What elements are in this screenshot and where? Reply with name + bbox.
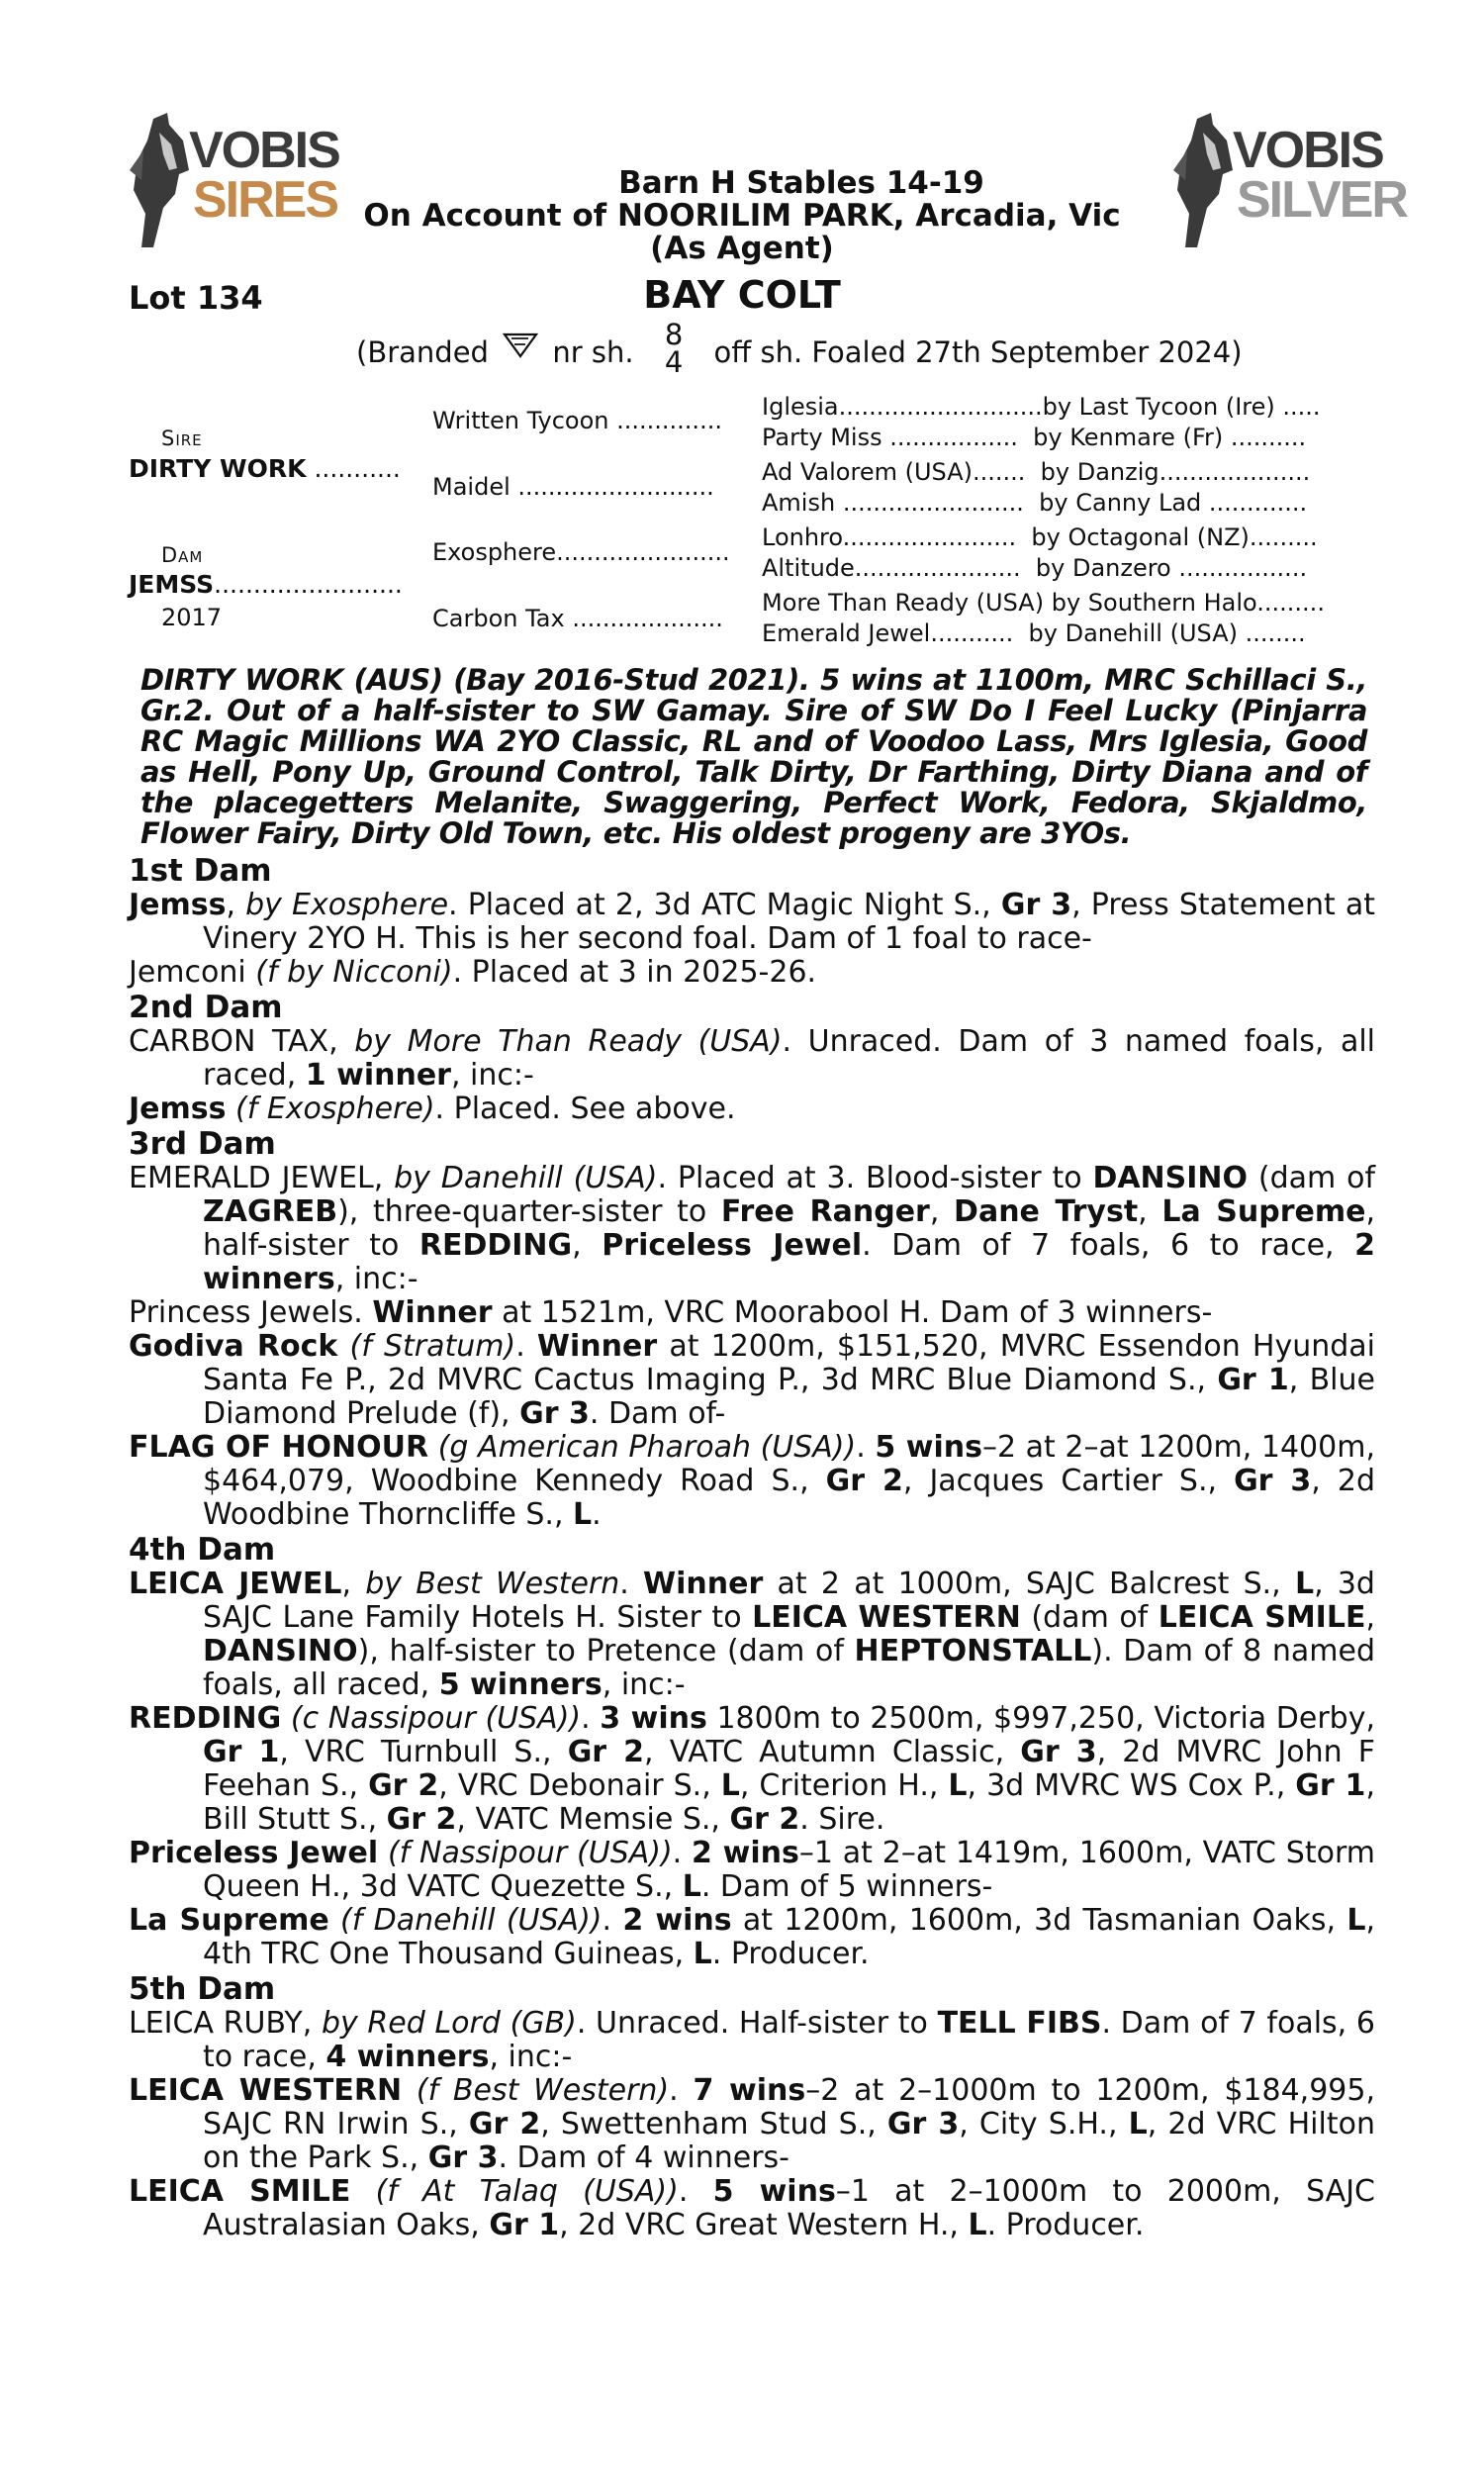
entry-text: , 3d SAJC Lane Family Hotels H. Sister to [203, 1567, 1375, 1635]
gen3-item: Amish ........................ by Canny Lad ............. [762, 489, 1308, 517]
entry-text: , 2d VRC Hilton on the Park S., [203, 2107, 1375, 2175]
entry-text: (dam of [1020, 1600, 1159, 1635]
entry-text: , inc:- [334, 1262, 418, 1296]
family-history [129, 853, 1375, 2242]
gen3-name: Emerald Jewel [762, 619, 931, 647]
sire-name: DIRTY WORK ........... [129, 454, 401, 483]
entry-text: TELL FIBS [937, 2006, 1102, 2041]
gen2-name: Maidel [432, 473, 510, 501]
entry-text: ), three-quarter-sister to [337, 1194, 721, 1229]
entry-text [337, 1329, 349, 1364]
entry-text: at 1200m, $151,520, MVRC Essendon Hyundai Santa Fe P., 2d MVRC Cactus Imaging P., 3d MRC Blue Diamond S., [203, 1329, 1376, 1397]
entry-text: (g American Pharoah (USA)) [437, 1430, 857, 1465]
entry-text: , inc:- [450, 1058, 534, 1093]
entry-text: 2 wins [692, 1836, 799, 1870]
entry-text: by Exosphere [245, 888, 449, 922]
entry-text: . [669, 2073, 694, 2108]
progeny-entry [129, 1431, 1375, 1532]
entry-text: (f Danehill (USA)) [340, 1903, 603, 1938]
entry-text: . [581, 1701, 601, 1736]
logo-word-top: VOBIS [1233, 122, 1383, 179]
entry-text: LEICA JEWEL [129, 1567, 342, 1601]
entry-text: (f Stratum) [349, 1329, 516, 1364]
entry-text: LEICA SMILE [1158, 1600, 1366, 1635]
entry-text: REDDING [129, 1701, 282, 1736]
entry-text: –2 at 2–at 1200m, 1400m, $464,079, Woodbine Kennedy Road S., [203, 1430, 1375, 1498]
entry-text: . [672, 1836, 693, 1870]
entry-text: , [226, 888, 246, 922]
entry-text: by Red Lord (GB) [321, 2006, 577, 2041]
entry-text: CARBON TAX, [129, 1024, 355, 1059]
entry-text: L [1294, 1567, 1315, 1601]
entry-text: . [515, 1329, 537, 1364]
progeny-entry [129, 1904, 1375, 1971]
section-heading: 3rd Dam [129, 1126, 276, 1162]
entry-text: 5 wins [712, 2174, 836, 2209]
entry-text: , 4th TRC One Thousand Guineas, [203, 1903, 1376, 1971]
gen3-sire: by Kenmare (Fr) [1033, 424, 1224, 451]
gen3-item: Lonhro....................... by Octagonal (NZ)......... [762, 523, 1318, 551]
gen3-sire: by Danehill (USA) [1028, 619, 1238, 647]
gen3-sire: by Last Tycoon (Ire) [1042, 393, 1275, 421]
entry-text [281, 1701, 291, 1736]
entry-text: , [1365, 1600, 1376, 1635]
entry-text: . [602, 1903, 623, 1938]
entry-text [402, 2073, 417, 2108]
entry-text: Gr 2 [386, 1802, 457, 1837]
entry-text: , 2d VRC Great Western H., [559, 2208, 969, 2242]
brand-prefix: (Branded [356, 335, 489, 369]
entry-text: REDDING [418, 1228, 573, 1263]
entry-text: Gr 3 [519, 1396, 590, 1431]
entry-text: at 2 at 1000m, SAJC Balcrest S., [763, 1567, 1295, 1601]
entry-text: . Placed at 3 in 2025-26. [452, 955, 817, 990]
entry-text: (f Nassipour (USA)) [387, 1836, 673, 1870]
progeny-entry [129, 1093, 1375, 1126]
entry-text: 3 wins [600, 1701, 707, 1736]
entry-text: LEICA RUBY, [129, 2006, 322, 2041]
entry-text: LEICA WESTERN [129, 2073, 403, 2108]
entry-text: . [619, 1567, 644, 1601]
gen3-name: Party Miss [762, 424, 882, 451]
entry-text: 7 wins [693, 2073, 806, 2108]
vendor-account: On Account of NOORILIM PARK, Arcadia, Vic [363, 198, 1121, 234]
progeny-entry [129, 1702, 1375, 1837]
sire-value: DIRTY WORK [129, 454, 307, 483]
gen2-item: Exosphere....................... [432, 538, 730, 566]
entry-text: L [1346, 1903, 1366, 1938]
entry-text: 1800m to 2500m, $997,250, Victoria Derby, [706, 1701, 1375, 1736]
entry-text: Jemss [129, 888, 227, 922]
entry-text: L [1128, 2107, 1148, 2141]
entry-text: , 2d Woodbine Thorncliffe S., [203, 1464, 1375, 1532]
entry-text: DANSINO [203, 1634, 358, 1668]
entry-text: . Unraced. Half-sister to [576, 2006, 938, 2041]
entry-text: (dam of [1248, 1161, 1375, 1195]
entry-text: Winner [536, 1329, 658, 1364]
entry-text: by Best Western [365, 1567, 620, 1601]
barn-location: Barn H Stables 14-19 [618, 165, 984, 201]
entry-text: by Danehill (USA) [394, 1161, 658, 1195]
entry-text: Princess Jewels. [129, 1295, 373, 1330]
gen3-item: Altitude...................... by Danzero ................. [762, 554, 1308, 582]
gen2-item: Written Tycoon .............. [432, 407, 722, 434]
entry-text: . Dam of 7 foals, 6 to race, [203, 2006, 1375, 2074]
entry-text [428, 1430, 438, 1465]
entry-text: . Unraced. Dam of 3 named foals, all raced, [203, 1024, 1375, 1093]
entry-text: –2 at 2–1000m to 1200m, $184,995, SAJC RN Irwin S., [203, 2073, 1375, 2141]
entry-text: La Supreme [1161, 1194, 1366, 1229]
gen3-name: Amish [762, 489, 836, 517]
entry-text: . Producer. [711, 1937, 870, 1971]
entry-text: at 1200m, 1600m, 3d Tasmanian Oaks, [731, 1903, 1347, 1938]
brand-number-top: 8 [664, 318, 684, 351]
entry-text: . Dam of 4 winners- [498, 2141, 789, 2175]
entry-text: Gr 2 [468, 2107, 541, 2141]
dam-entry [129, 1025, 1375, 1093]
entry-text: . Placed. See above. [434, 1092, 736, 1126]
entry-text: Dane Tryst [954, 1194, 1139, 1229]
entry-text: . Dam of 7 foals, 6 to race, [862, 1228, 1355, 1263]
entry-text: . Producer. [986, 2208, 1145, 2242]
entry-text: Gr 1 [1295, 1768, 1366, 1803]
entry-text: , 2d MVRC John F Feehan S., [203, 1735, 1375, 1803]
dam-year: 2017 [161, 604, 223, 631]
entry-text: (f Best Western) [416, 2073, 670, 2108]
entry-text: . Dam of- [589, 1396, 726, 1431]
section-heading: 4th Dam [129, 1532, 276, 1568]
lot-title: BAY COLT [643, 273, 841, 317]
entry-text: , [1138, 1194, 1162, 1229]
entry-text: LEICA SMILE [129, 2174, 351, 2209]
entry-text: L [693, 1937, 712, 1971]
entry-text: L [948, 1768, 968, 1803]
gen3-name: Iglesia [762, 393, 839, 421]
entry-text: , [341, 1567, 366, 1601]
entry-text: –1 at 2–at 1419m, 1600m, VATC Storm Queen H., 3d VATC Quezette S., [203, 1836, 1376, 1904]
entry-text [226, 1092, 235, 1126]
gen3-sire: by Danzero [1035, 554, 1171, 582]
entry-text: FLAG OF HONOUR [129, 1430, 429, 1465]
entry-text: Gr 2 [368, 1768, 439, 1803]
brand-number-bottom: 4 [664, 345, 684, 379]
dam-entry [129, 1162, 1375, 1296]
dam-entry [129, 1568, 1375, 1702]
entry-text: Gr 1 [489, 2208, 560, 2242]
entry-text: 4 winners [325, 2040, 490, 2074]
entry-text: La Supreme [129, 1903, 329, 1938]
entry-text: , Blue Diamond Prelude (f), [203, 1363, 1375, 1431]
entry-text [350, 2174, 375, 2209]
lot-number: Lot 134 [129, 279, 263, 317]
entry-text: Gr 2 [729, 1802, 800, 1837]
entry-text: Jemconi [129, 955, 256, 990]
entry-text: L [573, 1497, 593, 1532]
brand-mark-icon [502, 331, 539, 360]
entry-text: 2 wins [622, 1903, 732, 1938]
dam-value: JEMSS [129, 570, 215, 599]
dam-name: JEMSS........................ [129, 570, 403, 599]
entry-text: , Bill Stutt S., [203, 1768, 1375, 1837]
entry-text [378, 1836, 388, 1870]
entry-text: , VRC Turnbull S., [279, 1735, 568, 1769]
gen3-name: More Than Ready (USA) [762, 589, 1045, 617]
sire-label: Sire [161, 427, 203, 450]
entry-text: Gr 3 [1020, 1735, 1097, 1769]
entry-text: Gr 2 [567, 1735, 645, 1769]
entry-text: . [678, 2174, 713, 2209]
entry-text: –1 at 2–1000m to 2000m, SAJC Australasian Oaks, [203, 2174, 1375, 2242]
brand-near: nr sh. [552, 335, 634, 369]
entry-text: . Placed at 2, 3d ATC Magic Night S., [448, 888, 1001, 922]
entry-text: Gr 3 [886, 2107, 960, 2141]
entry-text: LEICA WESTERN [752, 1600, 1021, 1635]
entry-text: 2 winners [203, 1228, 1375, 1296]
entry-text: Priceless Jewel [602, 1228, 863, 1263]
entry-text: L [682, 1869, 701, 1904]
entry-text: 5 wins [875, 1430, 982, 1465]
gen3-name: Ad Valorem (USA) [762, 458, 973, 486]
entry-text: , [929, 1194, 955, 1229]
gen3-item: Emerald Jewel........... by Danehill (USA) ........ [762, 619, 1306, 647]
entry-text: . [592, 1497, 602, 1532]
entry-text: 1 winner [305, 1058, 451, 1093]
gen2-name: Carbon Tax [432, 605, 565, 632]
entry-text: (f At Talaq (USA)) [375, 2174, 679, 2209]
entry-text: , VRC Debonair S., [438, 1768, 721, 1803]
entry-text: . [856, 1430, 876, 1465]
gen3-name: Lonhro [762, 523, 843, 551]
sire-summary-text: DIRTY WORK (AUS) (Bay 2016-Stud 2021). 5 wins at 1100m, MRC Schillaci S., Gr.2. Out of a half-sister to SW Gamay. Sire of SW Do I Feel Lucky (Pinjarra RC Magic Millions WA 2YO Classic, RL and of Voodoo Lass, Mrs Iglesia, Good as Hell, Pony Up, Ground Control, Talk Dirty, Dr Farthing, Dirty Diana and of the placegetters Melanite, Swaggering, Perfect Work, Fedora, Skjaldmo, Flower Fairy, Dirty Old Town, etc. His oldest progeny are 3YOs. [140, 663, 1367, 850]
logo-word-bottom: SILVER [1237, 171, 1407, 229]
progeny-entry [129, 1296, 1375, 1330]
entry-text: Winner [643, 1567, 764, 1601]
entry-text: , [572, 1228, 603, 1263]
entry-text: Gr 3 [1234, 1464, 1312, 1498]
entry-text: . Sire. [799, 1802, 885, 1837]
entry-text: , VATC Autumn Classic, [644, 1735, 1021, 1769]
entry-text: ). Dam of 8 named foals, all raced, [203, 1634, 1376, 1702]
entry-text: Winner [372, 1295, 493, 1330]
dam-entry [129, 889, 1375, 956]
gen2-item: Maidel .......................... [432, 473, 714, 501]
entry-text: , Criterion H., [739, 1768, 949, 1803]
entry-text: HEPTONSTALL [854, 1634, 1092, 1668]
entry-text: . Dam of 5 winners- [700, 1869, 993, 1904]
gen3-item: More Than Ready (USA) by Southern Halo......... [762, 589, 1325, 617]
gen3-sire: by Southern Halo [1051, 589, 1257, 617]
entry-text: at 1521m, VRC Moorabool H. Dam of 3 winners- [492, 1295, 1213, 1330]
branding-line [356, 318, 1243, 382]
entry-text: (f Exosphere) [235, 1092, 435, 1126]
gen3-sire: by Canny Lad [1039, 489, 1202, 517]
gen3-sire: by Octagonal (NZ) [1031, 523, 1250, 551]
gen3-sire: by Danzig [1040, 458, 1159, 486]
section-heading: 1st Dam [129, 853, 272, 889]
agent-note: (As Agent) [650, 231, 834, 266]
gen3-name: Altitude [762, 554, 855, 582]
entry-text: Gr 1 [203, 1735, 280, 1769]
gen3-item: Party Miss ................. by Kenmare (Fr) .......... [762, 424, 1307, 451]
progeny-entry [129, 2074, 1375, 2175]
progeny-entry [129, 1837, 1375, 1904]
entry-text: Gr 1 [1217, 1363, 1289, 1397]
entry-text: Free Ranger [720, 1194, 930, 1229]
progeny-entry [129, 1330, 1375, 1431]
entry-text: . Placed at 3. Blood-sister to [657, 1161, 1093, 1195]
entry-text: Godiva Rock [129, 1329, 338, 1364]
entry-text: Jemss [129, 1092, 227, 1126]
entry-text: , 3d MVRC WS Cox P., [967, 1768, 1296, 1803]
dam-label: Dam [161, 543, 204, 567]
entry-text: Priceless Jewel [129, 1836, 379, 1870]
section-heading: 2nd Dam [129, 990, 283, 1025]
entry-text [329, 1903, 340, 1938]
entry-text: EMERALD JEWEL, [129, 1161, 395, 1195]
brand-numbers [664, 318, 684, 379]
entry-text: L [968, 2208, 987, 2242]
section-heading: 5th Dam [129, 1971, 276, 2007]
entry-text: (c Nassipour (USA)) [290, 1701, 582, 1736]
entry-text: DANSINO [1092, 1161, 1249, 1195]
entry-text: by More Than Ready (USA) [354, 1024, 783, 1059]
entry-text: ), half-sister to Pretence (dam of [357, 1634, 855, 1668]
progeny-entry [129, 2175, 1375, 2242]
gen2-item: Carbon Tax .................... [432, 605, 723, 632]
entry-text: L [720, 1768, 740, 1803]
entry-text: , City S.H., [959, 2107, 1129, 2141]
brand-suffix: off sh. Foaled 27th September 2024) [713, 335, 1243, 369]
entry-text: , inc:- [489, 2040, 573, 2074]
entry-text: , Swettenham Stud S., [540, 2107, 887, 2141]
dam-entry [129, 2007, 1375, 2074]
entry-text: , VATC Memsie S., [456, 1802, 730, 1837]
gen2-name: Written Tycoon [432, 407, 609, 434]
logo-word-bottom: SIRES [193, 171, 338, 229]
entry-text: ZAGREB [203, 1194, 338, 1229]
gen3-item: Iglesia...........................by Last Tycoon (Ire) ..... [762, 393, 1321, 421]
entry-text: , Jacques Cartier S., [902, 1464, 1235, 1498]
entry-text: 5 winners [438, 1667, 603, 1702]
progeny-entry [129, 956, 1375, 990]
entry-text: , half-sister to [203, 1194, 1376, 1263]
entry-text: , Press Statement at Vinery 2YO H. This is her second foal. Dam of 1 foal to race- [203, 888, 1375, 956]
gen3-item: Ad Valorem (USA)....... by Danzig.................... [762, 458, 1311, 486]
entry-text: Gr 3 [1000, 888, 1072, 922]
entry-text: (f by Nicconi) [255, 955, 453, 990]
sire-summary [140, 665, 1367, 849]
entry-text: Gr 2 [825, 1464, 903, 1498]
logo-word-top: VOBIS [189, 122, 339, 179]
gen2-name: Exosphere [432, 538, 557, 566]
entry-text: , inc:- [602, 1667, 686, 1702]
entry-text: Gr 3 [427, 2141, 499, 2175]
